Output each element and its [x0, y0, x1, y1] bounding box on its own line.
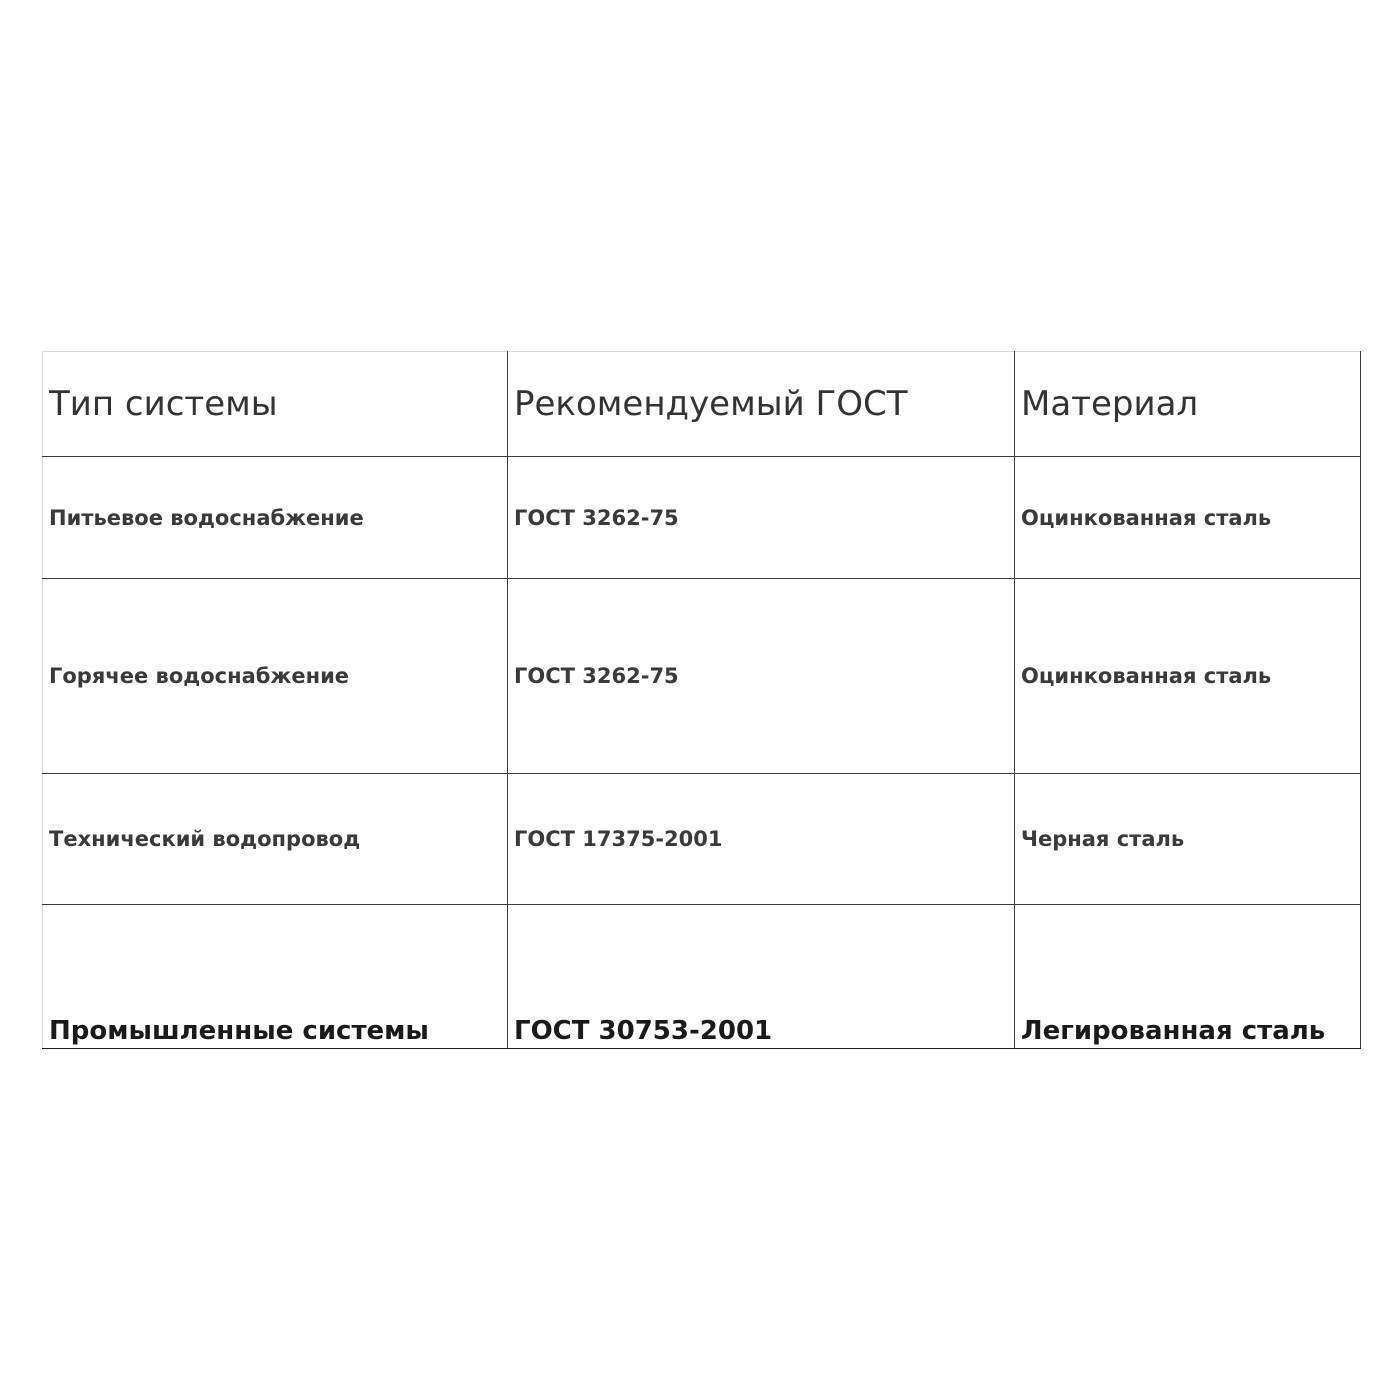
- cell-material: Черная сталь: [1015, 774, 1361, 905]
- cell-material: Оцинкованная сталь: [1015, 457, 1361, 579]
- cell-gost: ГОСТ 3262-75: [508, 457, 1015, 579]
- header-recommended-gost: Рекомендуемый ГОСТ: [508, 352, 1015, 457]
- table-row: [43, 457, 1361, 579]
- cell-system-type: Технический водопровод: [43, 774, 508, 905]
- gost-table-container: [42, 351, 1360, 1048]
- gost-table: [42, 351, 1361, 1049]
- table-header-row: [43, 352, 1361, 457]
- table-row: [43, 774, 1361, 905]
- cell-system-type: Промышленные системы: [43, 905, 508, 1049]
- cell-material: Оцинкованная сталь: [1015, 579, 1361, 774]
- cell-system-type: Горячее водоснабжение: [43, 579, 508, 774]
- cell-material: Легированная сталь: [1015, 905, 1361, 1049]
- cell-system-type: Питьевое водоснабжение: [43, 457, 508, 579]
- cell-gost: ГОСТ 17375-2001: [508, 774, 1015, 905]
- header-system-type: Тип системы: [43, 352, 508, 457]
- header-material: Материал: [1015, 352, 1361, 457]
- table-row: [43, 579, 1361, 774]
- table-row: [43, 905, 1361, 1049]
- cell-gost: ГОСТ 3262-75: [508, 579, 1015, 774]
- cell-gost: ГОСТ 30753-2001: [508, 905, 1015, 1049]
